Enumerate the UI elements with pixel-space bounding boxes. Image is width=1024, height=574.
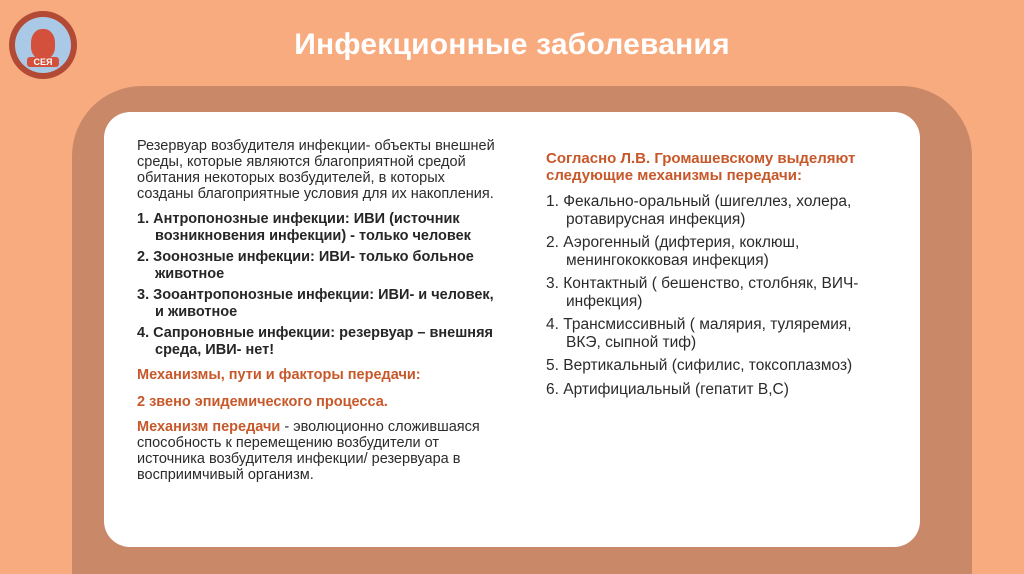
list-item: 2. Аэрогенный (дифтерия, коклюш, менингококковая инфекция) [546, 234, 800, 269]
list-item: 6. Артифициальный (гепатит В,С) [546, 380, 789, 398]
logo-text: CEЯ [27, 57, 59, 67]
mechanisms-list-heading: Согласно Л.В. Громашевскому выделяют следующие механизмы передачи: [546, 150, 856, 184]
list-item: 3. Контактный ( бешенство, столбняк, ВИЧ-инфекция) [546, 275, 859, 310]
right-column [546, 150, 886, 404]
left-column [137, 138, 502, 483]
list-item: 2. Зоонозные инфекции: ИВИ- только больное животное [137, 249, 474, 282]
transmission-mechanism-definition [137, 419, 502, 483]
definition-term: Механизм передачи [137, 419, 281, 435]
list-item: 3. Зооантропонозные инфекции: ИВИ- и человек, и животное [137, 287, 494, 320]
list-item: 1. Фекально-оральный (шигеллез, холера, ротавирусная инфекция) [546, 193, 852, 228]
list-item: 4. Сапроновные инфекции: резервуар – внешняя среда, ИВИ- нет! [137, 325, 493, 358]
stage-heading: 2 звено эпидемического процесса. [137, 394, 388, 410]
list-item: 5. Вертикальный (сифилис, токсоплазмоз) [546, 357, 853, 374]
mechanisms-heading: Механизмы, пути и факторы передачи: [137, 367, 421, 383]
page-title: Инфекционные заболевания [294, 28, 730, 61]
list-item: 1. Антропонозные инфекции: ИВИ (источник возникновения инфекции) - только человек [137, 211, 471, 244]
infection-types-list [137, 211, 502, 359]
list-item: 4. Трансмиссивный ( малярия, туляремия, ВКЭ, сыпной тиф) [546, 316, 852, 351]
transmission-mechanisms-list [546, 193, 886, 398]
reservoir-definition: Резервуар возбудителя инфекции- объекты внешней среды, которые являются благоприятной средой обитания некоторых возбудителей, в которых созданы благоприятные условия для их накопления. [137, 138, 495, 202]
definition-text: - эволюционно сложившаяся способность к перемещению возбудители от источника возбудителя инфекции/ резервуара в восприимчивый организм. [137, 419, 480, 483]
